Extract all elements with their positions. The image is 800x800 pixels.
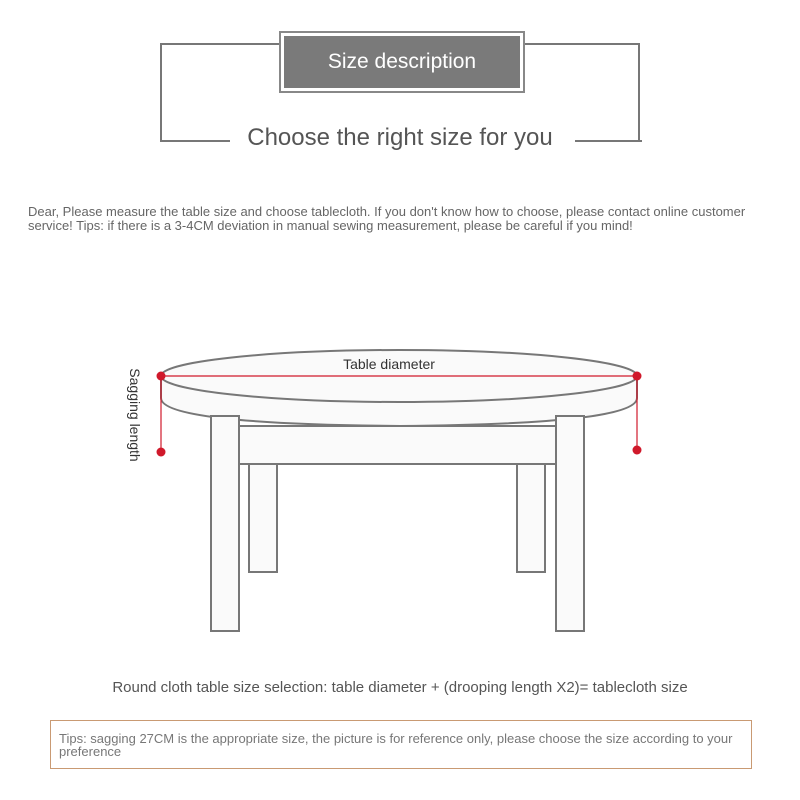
table-leg-back-left [249, 464, 277, 572]
table-apron [238, 426, 557, 464]
intro-text: Dear, Please measure the table size and choose tablecloth. If you don't know how to choose, please contact online customer service! Tips: if there is a 3-4CM deviation in manual sewing measurement, please be careful if you mind! [28, 204, 746, 233]
page-title: Size description [284, 36, 520, 88]
table-leg-front-left [211, 416, 239, 631]
tips-box [50, 720, 752, 769]
diameter-label: Table diameter [343, 356, 435, 372]
page-subtitle: Choose the right size for you [247, 124, 553, 151]
table-leg-front-right [556, 416, 584, 631]
sagging-marker-left [157, 448, 166, 457]
title-box [279, 31, 525, 93]
tips-text: Tips: sagging 27CM is the appropriate size, the picture is for reference only, please choose the size according to your preference [59, 731, 733, 759]
sagging-marker-right [633, 446, 642, 455]
table-diagram [0, 340, 800, 640]
table-leg-back-right [517, 464, 545, 572]
sagging-label: Sagging length [127, 368, 143, 462]
formula-text: Round cloth table size selection: table diameter + (drooping length X2)= tablecloth size [112, 679, 688, 696]
